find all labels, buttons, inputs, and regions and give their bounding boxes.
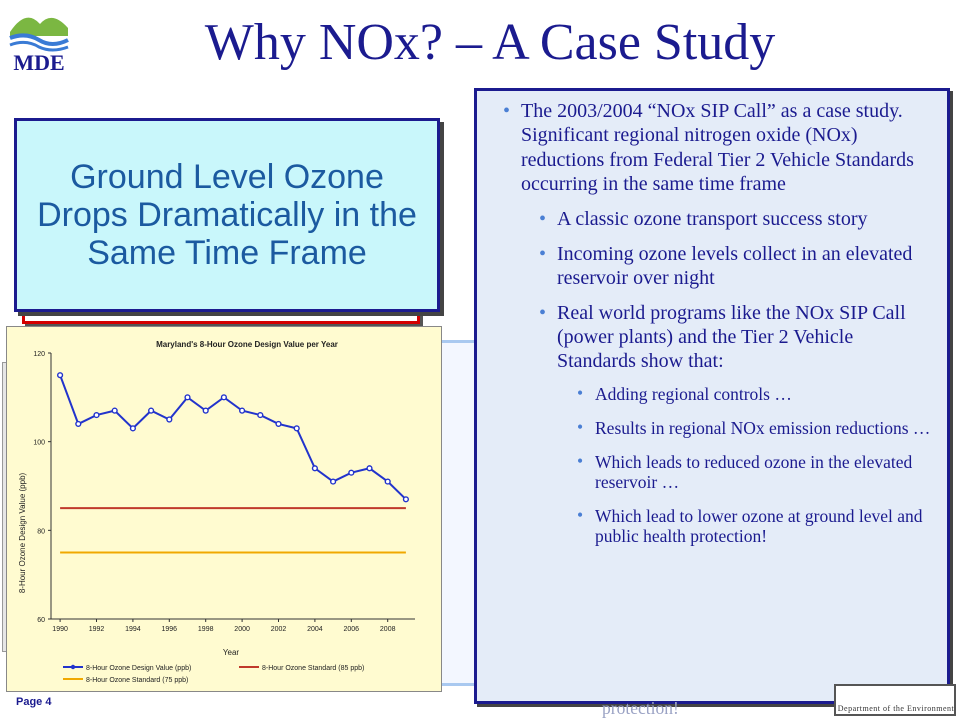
design-value-point <box>367 466 372 471</box>
design-value-line <box>60 375 406 499</box>
ozone-chart <box>6 326 442 692</box>
design-value-point <box>331 479 336 484</box>
chart-x-tick-label: 1992 <box>88 626 105 633</box>
logo-text: MDE <box>13 50 65 75</box>
ozone-callout-text: Ground Level Ozone Drops Dramatically in the Same Time Frame <box>37 157 417 273</box>
design-value-point <box>94 413 99 418</box>
ozone-chart-svg <box>7 327 441 691</box>
bullet-level2: • Real world programs like the NOx SIP Call (power plants) and the Tier 2 Vehicle Standards show that: <box>543 301 933 373</box>
page-title: Why NOx? – A Case Study <box>204 14 776 71</box>
design-value-point <box>58 373 63 378</box>
chart-x-tick-label: 2002 <box>270 626 287 633</box>
design-value-point <box>76 422 81 427</box>
bullet-level3: • Adding regional controls … <box>581 384 933 404</box>
dept-label: Department of the Environment <box>837 704 955 713</box>
legend-item-design-value: 8-Hour Ozone Design Value (ppb) <box>86 665 192 672</box>
chart-y-tick-label: 100 <box>33 439 45 447</box>
legend-item-std75: 8-Hour Ozone Standard (75 ppb) <box>86 677 189 684</box>
chart-x-tick-label: 2004 <box>307 626 323 633</box>
ozone-callout-box <box>14 118 440 312</box>
design-value-point <box>313 466 318 471</box>
bullet-level3: • Results in regional NOx emission reductions … <box>581 418 933 438</box>
page-number: Page 4 <box>16 696 52 708</box>
chart-y-tick-label: 80 <box>37 528 45 536</box>
design-value-point <box>203 408 208 413</box>
bullet-level3: • Which lead to lower ozone at ground level and public health protection! <box>581 506 933 546</box>
chart-x-tick-label: 2008 <box>379 626 396 633</box>
design-value-point <box>385 479 390 484</box>
design-value-point <box>258 413 263 418</box>
design-value-point <box>240 408 245 413</box>
chart-x-tick-label: 1994 <box>125 626 141 633</box>
chart-y-tick-label: 120 <box>33 351 45 358</box>
design-value-point <box>185 395 190 400</box>
chart-x-tick-label: 2000 <box>234 626 250 633</box>
design-value-point <box>112 408 117 413</box>
design-value-point <box>349 470 354 475</box>
chart-x-tick-label: 2006 <box>343 626 360 633</box>
design-value-point <box>404 497 409 502</box>
chart-x-tick-label: 1996 <box>161 626 178 633</box>
mde-logo-graphic <box>6 2 72 54</box>
bullet-level2: • A classic ozone transport success story <box>543 207 933 231</box>
chart-y-axis-label: 8-Hour Ozone Design Value (ppb) <box>18 472 27 594</box>
bullet-panel <box>474 88 950 704</box>
design-value-point <box>276 422 281 427</box>
chart-x-tick-label: 1998 <box>197 626 214 633</box>
bullet-level3: • Which leads to reduced ozone in the elevated reservoir … <box>581 452 933 492</box>
chart-x-axis-label: Year <box>222 648 240 657</box>
design-value-point <box>294 426 299 431</box>
bullet-level1: • The 2003/2004 “NOx SIP Call” as a case study. Significant regional nitrogen oxide (NOx) reductions from Federal Tier 2 Vehicle Standards occurring in the same time frame <box>507 99 933 197</box>
chart-title: Maryland's 8-Hour Ozone Design Value per Year <box>156 340 338 349</box>
chart-x-tick-label: 1990 <box>52 626 68 633</box>
design-value-point <box>149 408 154 413</box>
overflow-text: protection! <box>602 698 679 718</box>
design-value-point <box>167 417 172 422</box>
legend-marker-design-value <box>71 665 75 669</box>
chart-y-tick-label: 60 <box>37 617 45 624</box>
design-value-point <box>131 426 136 431</box>
legend-item-std85: 8-Hour Ozone Standard (85 ppb) <box>262 665 365 672</box>
design-value-point <box>222 395 227 400</box>
bullet-level2: • Incoming ozone levels collect in an elevated reservoir over night <box>543 242 933 290</box>
